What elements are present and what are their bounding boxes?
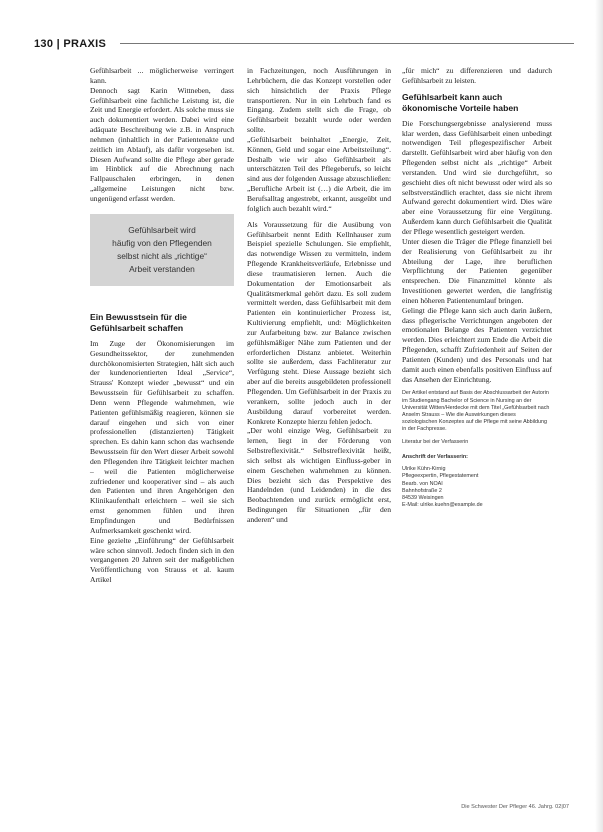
paragraph: Unter diesen die Träger die Pflege finanziell bei der Realisierung von Gefühlsarbeit zu ihr Abteilung der Lage, ihre beruflichen Verpflichtung der Patienten gegenüber entsprechen. Die Finanzmittel könnte als Investitionen gewertet werden, die langfristig einen höheren Patientenumlauf bringen. [402,236,552,305]
address-line: Bahnhofstraße 2 [402,487,442,494]
paragraph: Als Voraussetzung für die Ausübung von Gefühlsarbeit nennt Edith Kellnhauser zum Beispiel spezielle Schulungen. Sie empfiehlt, das notwendige Wissen zu vermitteln, indem Pflegende Krankheitsverläufe, Erlebnisse und diese traumatisieren lernen. Auch die Dokumentation der Emotionsarbeit als Qualitätsmerkmal gehört dazu. Es soll zudem vermittelt werden, dass Gefühlsarbeit mit dem Patienten ein kontinuierlicher Prozess ist, Kultivierung empfiehlt, und: Möglichkeiten zur Aufarbeitung bzw. zur Balance zwischen gefühlsmäßiger Nähe zum Patienten und der erforderlichen Distanz anbietet. Weiterhin sollte sie außerdem, dass Fachliteratur zur Verfügung steht. Diese Aussage bezieht sich aber auf die bereits ausgebildeten professionell Pflegenden. Um Gefühlsarbeit in der Praxis zu verankern, sollte jedoch auch in der Ausbildung darauf vorbereitet werden. Konkrete Konzepte hierzu fehlen jedoch. [247,219,391,426]
running-header [34,34,574,52]
address-line: Ulrike Kühn-Kirnig [402,466,446,473]
section-heading: Ein Bewusstsein für die Gefühlsarbeit schaffen [90,311,187,333]
column-3 [402,66,552,509]
paragraph: Im Zuge der Ökonomisierungen im Gesundheitssektor, der zunehmenden durchökonomisierten Strategien, hält sich auch der kundenorientierten Ideal „Service“, Strauss' Konzept wieder „bewusst“ und ein Bewusstsein für Gefühlsarbeit zu schaffen. Denn wenn Pflegende wahrnehmen, wie Patienten gefühlsmäßig reagieren, können sie darauf eingehen und sich von einer professionellen (distanzierten) Tätigkeit sprechen. Es dahin kann schon das wachsende Bewusstsein für den Wert dieser Arbeit sowohl den Pflegenden ihre Tätigkeit leichter machen – weil die Patienten möglicherweise zufriedener und kooperativer sind – als auch den Patienten und ihren Angehörigen den Klinikaufenthalt erleichtern – weil sie sich ernst genommen fühlen und ihren Empfindungen und Bedürfnissen Aufmerksamkeit geschenkt wird. [90,338,234,535]
paragraph: „Gefühlsarbeit beinhaltet „Energie, Zeit, Können, Geld und sogar eine Arbeitsteilung“. Deshalb wie wir also Gefühlsarbeit als unterschätzten Teil des Pflegeberufs, so leicht sind aus der folgenden Aussage abzuschließen: „Berufliche Arbeit ist (…) die Arbeit, die im Berufsalltag angestrebt, erkannt, ausgeübt und folglich auch bezahlt wird.“ [247,134,391,213]
paragraph: Dennoch sagt Karin Wittneben, dass Gefühlsarbeit eine fachliche Leistung ist, die Zeit und Energie erfordert. Als solche muss sie auch dokumentiert werden. Dabei wird eine adäquate Beschreibung wie z.B. in Anspruch nehmen (inhaltlich in der Patientenakte und zeitlich im Ablauf), als dafür vorgesehen ist. Diesen Aufwand sollte die Pflege aber gerade im Hinblick auf die Abrechnung nach Fallpauschalen erbringen, in denen „allgemeine Leistungen nicht bzw. ungenügend erfasst werden. [90,85,234,203]
page-label: 130 | PRAXIS [34,38,107,50]
paragraph: Die Forschungsergebnisse analysierend muss klar werden, dass Gefühlsarbeit einen unbedingt notwendigen Teil pflegespezifischer Arbeit darstellt. Gefühlsarbeit wird aber häufig von den Pflegenden selbst nicht als „richtige“ Arbeit verstanden. Und wird sie durchgeführt, so geschieht dies oft nicht bewusst oder wird als so selbstverständlich erachtet, dass sie nicht ihrem Aufwand gerecht dokumentiert wird. Dies wäre aber eine Voraussetzung für eine Vergütung. Außerdem kann durch Gefühlsarbeit die Qualität der Pflege wesentlich gesteigert werden. [402,118,552,236]
pull-quote [90,214,234,286]
author-note [402,390,552,509]
pull-quote-line: selbst nicht als „richtige“ [117,250,207,261]
address-line: E-Mail: ulrike.kuehn@example.de [402,502,483,509]
pull-quote-line: Gefühlsarbeit wird [128,224,196,235]
paragraph: Gelingt die Pflege kann sich auch darin äußern, dass pflegerische Verrichtungen angeboten der emotionalen Belange des Patienten verzichtet werden. Dies erleichtert zum Ende die Arbeit die Pflegenden, schafft Zufriedenheit auf Seiten der Patienten (Kunden) und des Personals und hat damit auch einen ebenfalls positiven Einfluss auf das Ansehen der Einrichtung. [402,305,552,384]
paragraph: „für mich“ zu differenzieren und dadurch Gefühlsarbeit zu leisten. [402,66,552,85]
note-text: Literatur bei der Verfasserin [402,438,469,445]
column-2 [247,66,391,525]
paragraph: Eine gezielte „Einführung“ der Gefühlsarbeit wäre schon sinnvoll. Jedoch finden sich in den vergangenen 20 Jahren seit der maßgeblichen Veröffentlichung von Strauss et al. kaum Artikel [90,535,234,585]
paragraph: in Fachzeitungen, noch Ausführungen in Lehrbüchern, die das Konzept vorstellen oder sich hinsichtlich der Praxis Pflege transportieren. Nur in ein Lehrbuch fand es Eingang. Zudem stellt sich die Frage, ob Gefühlsarbeit bezahlt wurde oder werden sollte. [247,66,391,135]
running-footer: Die Schwester Der Pfleger 46. Jahrg. 02|07 [461,804,569,810]
header-rule [120,43,574,44]
pull-quote-line: häufig von den Pflegenden [112,237,212,248]
column-1 [90,66,234,585]
address-heading: Anschrift der Verfasserin: [402,453,468,460]
paragraph: „Der wohl einzige Weg, Gefühlsarbeit zu lernen, liegt in der Förderung von Selbstreflexivität.“ Selbstreflexivität heißt, sich selbst als wichtigen Einfluss-geber in einem Geschehen wahrnehmen zu können. Dies bezieht sich das Perspektive des Handelnden (und Leidenden) in die des Beobachtenden und zurück ermöglicht erst, Bedingungen für Situationen „für den anderen“ und [247,426,391,524]
page-edge-shadow [595,0,603,832]
address-line: Pflegeexpertin, Pflegestatement [402,473,479,480]
paragraph: Gefühlsarbeit ... möglicherweise verringert kann. [90,66,234,85]
address-line: Bearb. von NOAI [402,480,443,487]
section-heading: Gefühlsarbeit kann auch ökonomische Vorteile haben [402,91,519,113]
note-text: Der Artikel entstand auf Basis der Abschlussarbeit der Autorin im Studiengang Bachelor of Science in Nursing an der Universität Witten/Herdecke mit dem Titel „Gefühlsarbeit nach Anselm Strauss – Wie die Auswirkungen dieses soziologischen Konzeptes auf die Pflege mit seine Abbildung in der Fachpresse. [402,390,550,433]
pull-quote-line: Arbeit verstanden [129,263,195,274]
address-line: 84539 Weisingen [402,494,444,501]
